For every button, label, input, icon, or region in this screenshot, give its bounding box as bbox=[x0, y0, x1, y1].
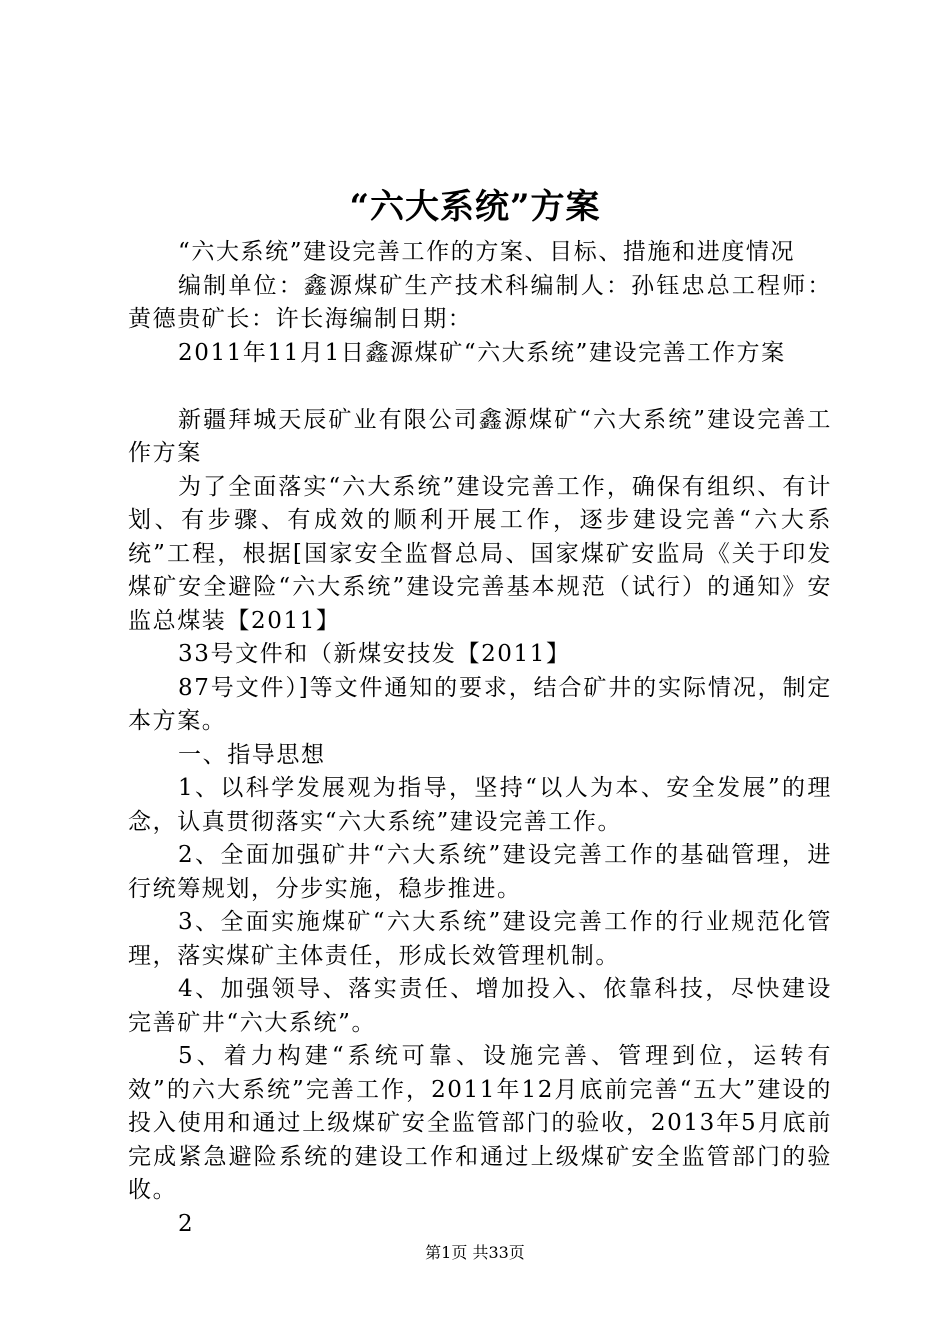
paragraph-authors: 编制单位：鑫源煤矿生产技术科编制人：孙钰忠总工程师：黄德贵矿长：许长海编制日期： bbox=[128, 272, 832, 332]
list-item-1: 1、以科学发展观为指导，坚持“以人为本、安全发展”的理念，认真贯彻落实“六大系统”建设完善工作。 bbox=[128, 775, 832, 835]
document-title: “六大系统”方案 bbox=[349, 187, 601, 227]
page-footer: 第1页 共33页 bbox=[425, 1243, 525, 1262]
section-heading-guiding-ideology: 一、指导思想 bbox=[178, 741, 326, 768]
document-body bbox=[128, 236, 832, 1241]
paragraph-number: 2 bbox=[178, 1210, 195, 1237]
paragraph-file-33: 33号文件和（新煤安技发【2011】 bbox=[178, 641, 571, 667]
paragraph-file-87: 87号文件）]等文件通知的要求，结合矿井的实际情况，制定本方案。 bbox=[128, 674, 832, 734]
list-item-5: 5、着力构建“系统可靠、设施完善、管理到位，运转有效”的六大系统”完善工作，2011年12月底前完善“五大”建设的投入使用和通过上级煤矿安全监管部门的验收，2013年5月底前完成紧急避险系统的建设工作和通过上级煤矿安全监管部门的验收。 bbox=[128, 1043, 832, 1203]
list-item-4: 4、加强领导、落实责任、增加投入、依靠科技，尽快建设完善矿井“六大系统”。 bbox=[128, 976, 832, 1036]
paragraph-intro: 为了全面落实“六大系统”建设完善工作，确保有组织、有计划、有步骤、有成效的顺利开展工作，逐步建设完善“六大系统”工程，根据[国家安全监督总局、国家煤矿安监局《关于印发煤矿安全避险“六大系统”建设完善基本规范（试行）的通知》安监总煤装【2011】 bbox=[128, 473, 832, 634]
paragraph-subtitle: “六大系统”建设完善工作的方案、目标、措施和进度情况 bbox=[178, 239, 796, 265]
list-item-3: 3、全面实施煤矿“六大系统”建设完善工作的行业规范化管理，落实煤矿主体责任，形成长效管理机制。 bbox=[128, 909, 832, 969]
list-item-2: 2、全面加强矿井“六大系统”建设完善工作的基础管理，进行统筹规划，分步实施，稳步推进。 bbox=[128, 842, 832, 902]
paragraph-company-plan: 新疆拜城天辰矿业有限公司鑫源煤矿“六大系统”建设完善工作方案 bbox=[128, 406, 832, 466]
paragraph-date: 2011年11月1日鑫源煤矿“六大系统”建设完善工作方案 bbox=[178, 339, 786, 366]
